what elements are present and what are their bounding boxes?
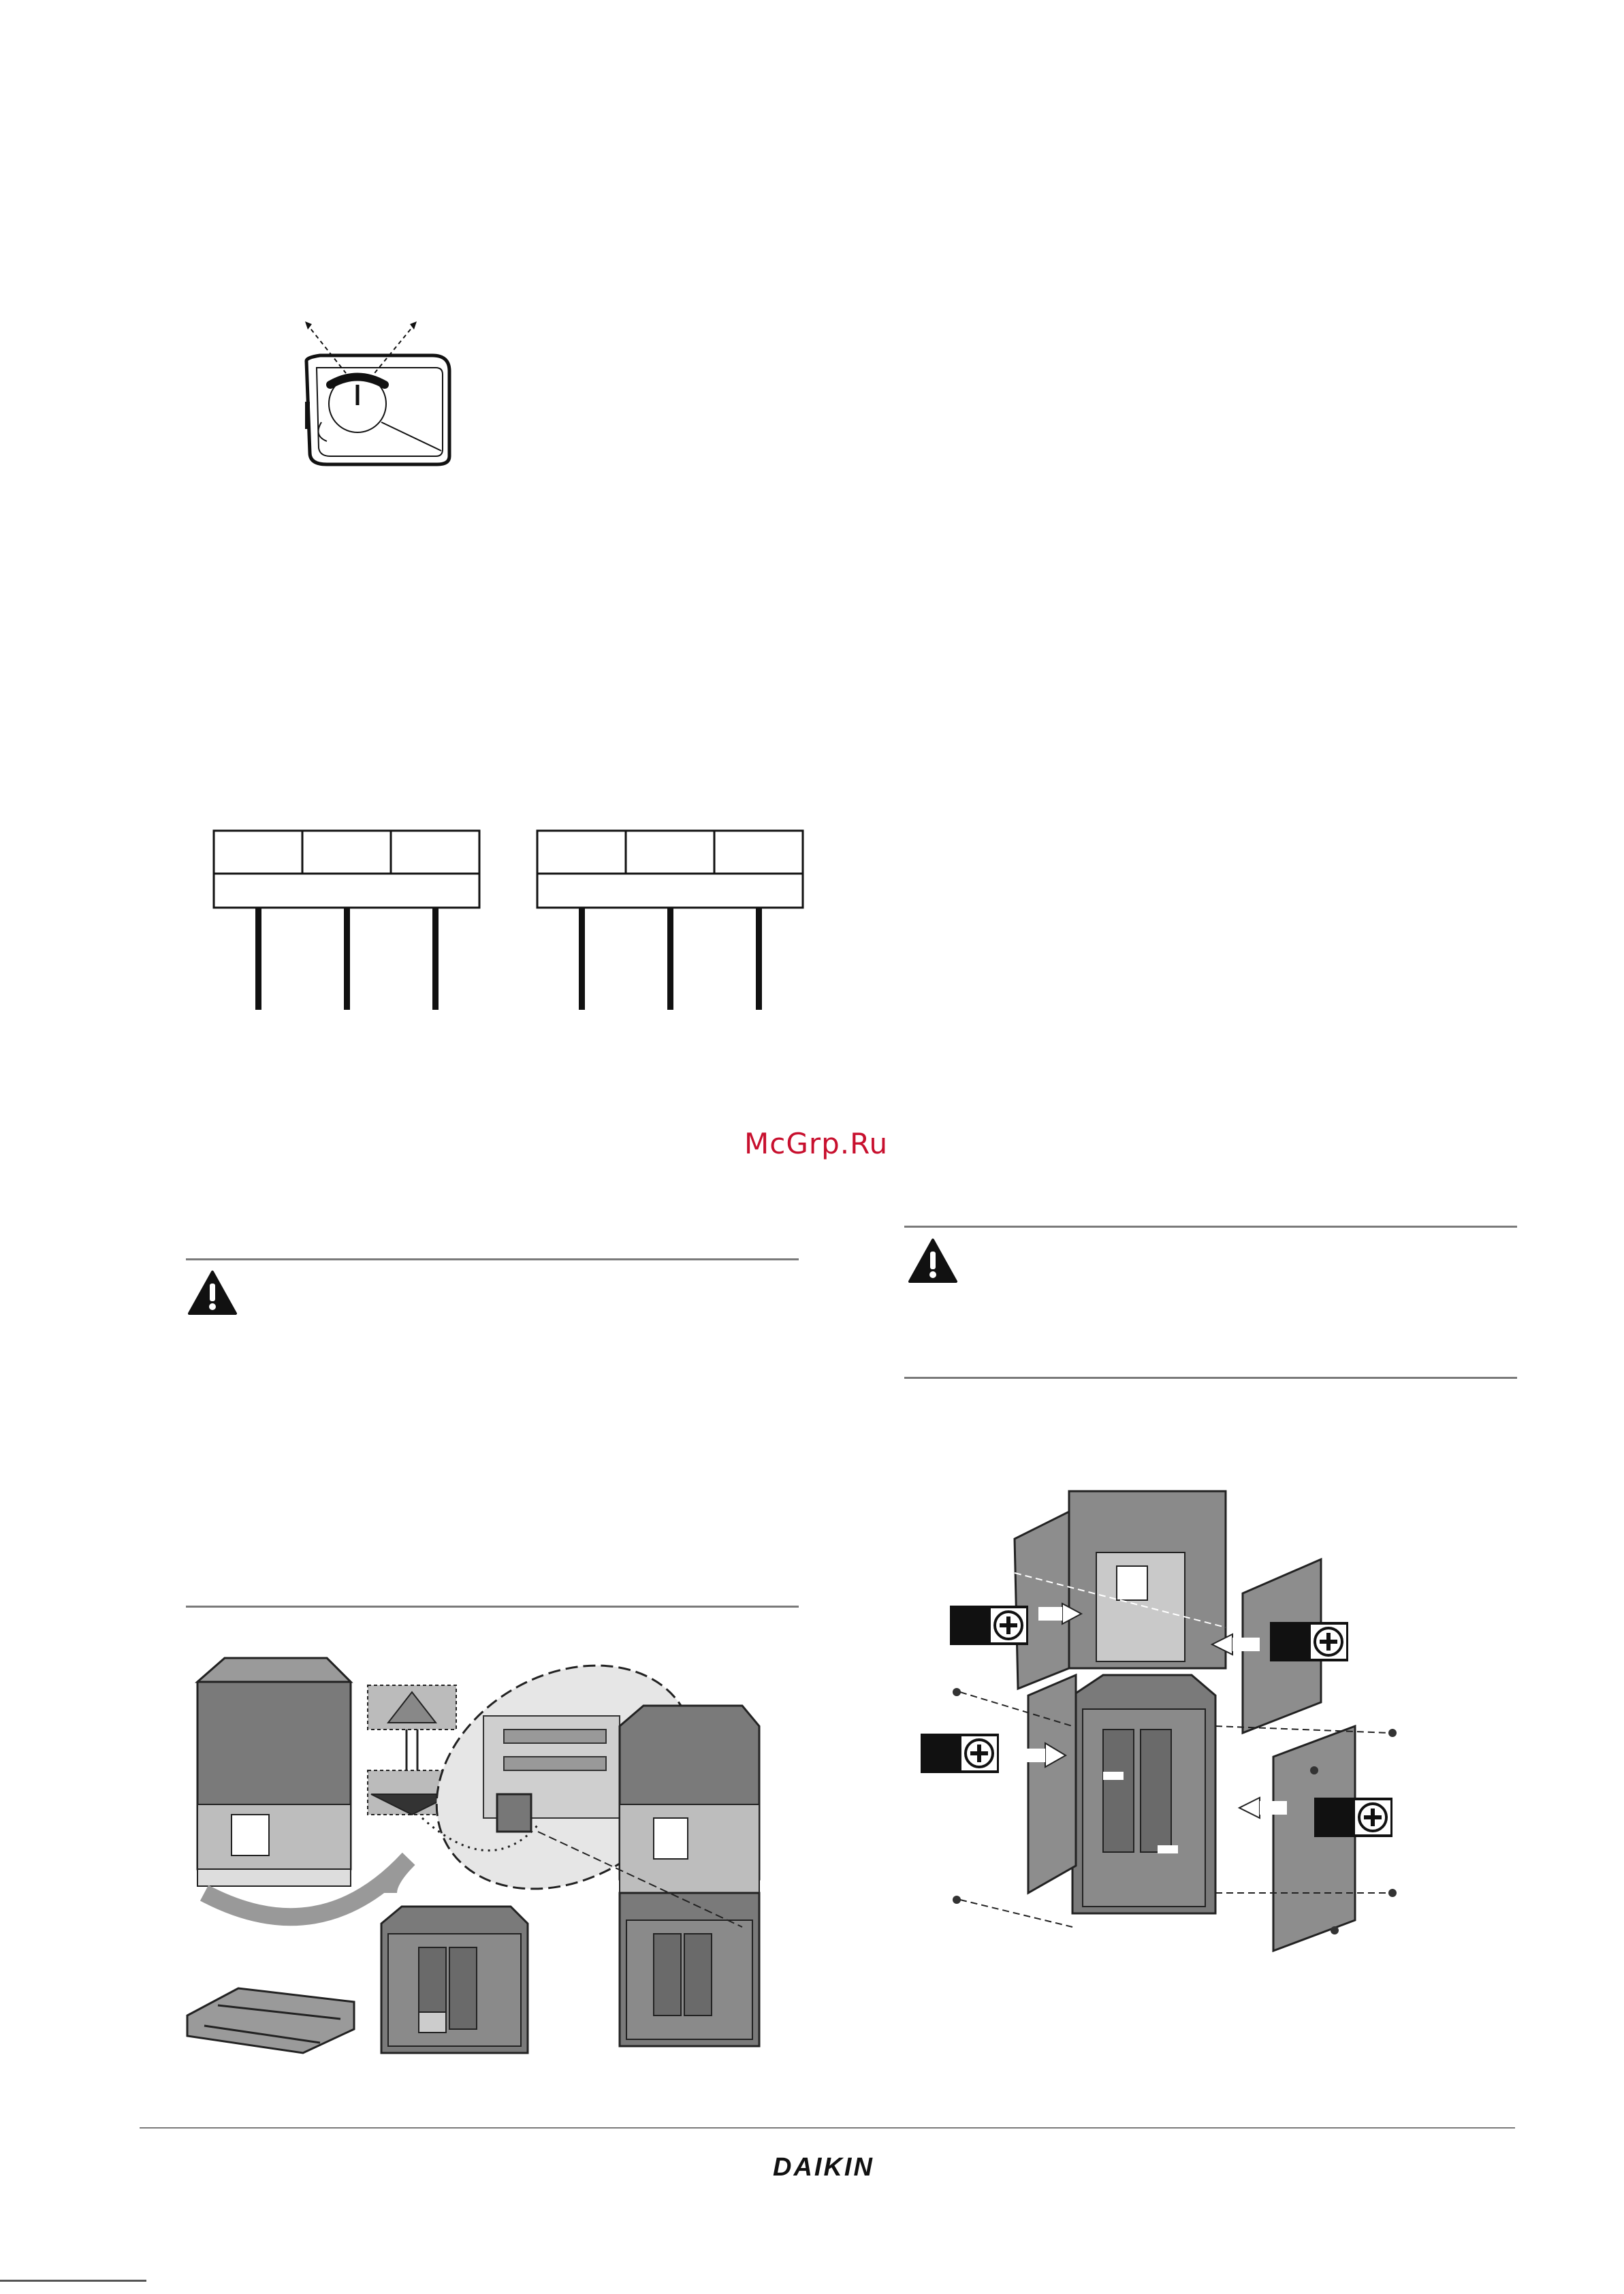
warning-right-top-rule	[904, 1226, 1517, 1228]
terminal-block-left	[212, 829, 485, 1010]
brand-logo: DAIKIN	[773, 2153, 874, 2182]
dial-knob-figure	[279, 320, 470, 470]
warning-icon	[908, 1238, 958, 1284]
warning-icon	[187, 1270, 238, 1316]
unit-stacking-figure	[184, 1634, 769, 2070]
watermark: McGrp.Ru	[744, 1127, 889, 1160]
screwdriver-icon	[1314, 1798, 1392, 1837]
warning-right-bottom-rule	[904, 1377, 1517, 1379]
screwdriver-icon	[921, 1734, 999, 1773]
side-panel-mounting-figure	[906, 1491, 1403, 1961]
warning-left-bottom-rule	[186, 1606, 799, 1608]
screwdriver-icon	[950, 1606, 1028, 1645]
page-edge-mark	[0, 2280, 146, 2282]
screwdriver-icon	[1270, 1622, 1348, 1661]
warning-left-top-rule	[186, 1258, 799, 1260]
footer-rule	[140, 2127, 1515, 2129]
terminal-block-right	[536, 829, 808, 1010]
